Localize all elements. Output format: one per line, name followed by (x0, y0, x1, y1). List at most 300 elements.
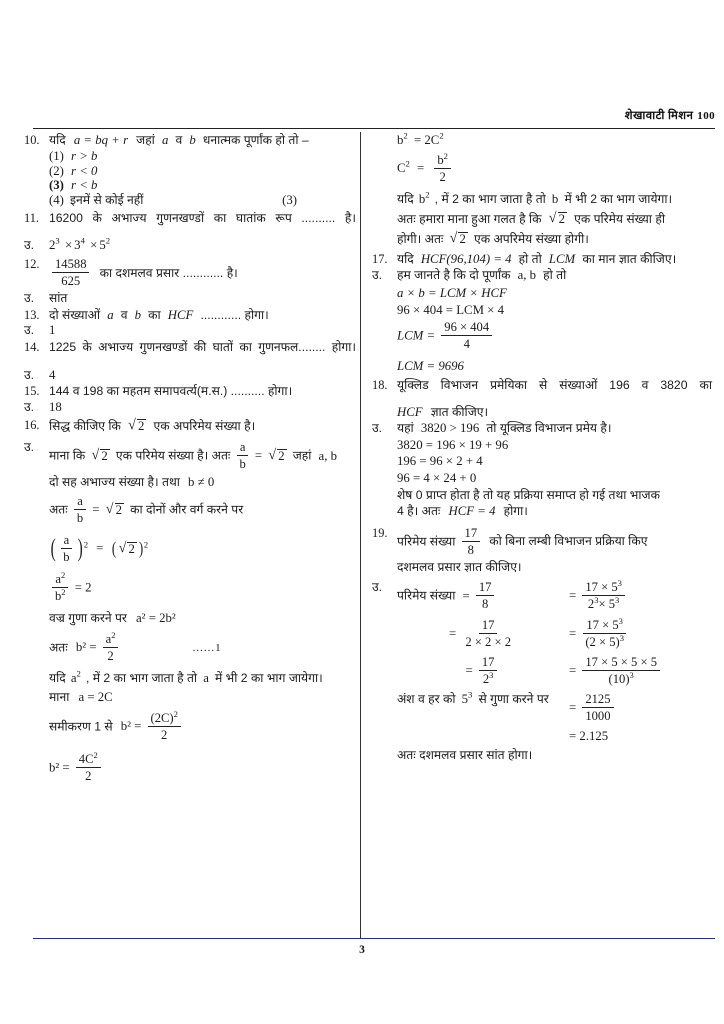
q12-answer: सांत (49, 291, 68, 306)
q11-answer: $2^3 \times 3^4 \times 5^2$ (49, 236, 111, 253)
q16cont-l4 (397, 212, 712, 226)
q19-r3-d-exp: 3 (629, 669, 634, 680)
q15-answer: 18 (49, 399, 62, 414)
q16cont-line-4 (397, 212, 712, 226)
q15-text: 144 व 198 का महतम समापवर्त्य(म.स.) .......... होगा। (49, 384, 293, 399)
q12-answer-label: उ. (24, 291, 35, 306)
q13-text-b: व (120, 307, 128, 322)
q16cont-l1-lhs: b (397, 133, 404, 147)
q19-answer-label: उ. (372, 580, 383, 595)
q19-frac-n: 17 (462, 526, 481, 542)
q16-radicand: 2 (138, 418, 145, 433)
question-16 (24, 419, 356, 433)
q16-p10-lhs: b² = (120, 718, 142, 733)
q17-text-c: का मान ज्ञात कीजिए। (582, 252, 677, 267)
q19-conclusion: अतः दशमलव प्रसार सांत होगा। (397, 747, 533, 762)
q16-p2-text: दो सह अभाज्य संख्या है। तथा (49, 474, 180, 489)
q16-p3b: का दोनों और वर्ग करने पर (130, 502, 244, 517)
q19-step4-right (569, 693, 712, 724)
q13-answer-label: उ. (24, 323, 35, 338)
q15-answer-row (24, 401, 356, 414)
q11-exp-3: 2 (105, 236, 111, 247)
right-column (372, 130, 712, 764)
q16cont-line-1 (397, 130, 712, 147)
left-column (24, 134, 356, 787)
q19-step-row-2 (372, 615, 712, 650)
q19-r1-d2-base: × 5 (598, 597, 616, 612)
q19-r2-d (582, 634, 627, 649)
q16-p4-radicand: 2 (128, 542, 135, 557)
q16-p1c: जहां (292, 448, 312, 463)
q10-option-2-text: r < 0 (71, 163, 98, 178)
q19-step5 (397, 730, 712, 743)
q10-option-1-marker: (1) (49, 148, 64, 163)
question-17 (372, 253, 712, 266)
q16-p8-var (70, 668, 81, 685)
q11-answer-label: उ. (24, 238, 35, 253)
q19-r4-d: 1000 (585, 709, 611, 723)
q16-proof-line-4 (49, 534, 356, 565)
q17-answer-row (372, 269, 712, 282)
q16-p8b: , में 2 का भाग जाता है तो (85, 670, 198, 685)
q19-mult-note-a: अंश व हर को (397, 691, 456, 706)
q16-proof-line-5 (49, 569, 356, 604)
q16cont-l4b: एक परिमेय संख्या ही (574, 211, 665, 226)
q19-s1-label: परिमेय संख्या (397, 588, 456, 603)
q16-p5-rhs: = 2 (74, 580, 92, 595)
q16cont-line-5 (397, 232, 712, 246)
q16-proof-line-1 (24, 441, 356, 472)
q18-text2: ज्ञात कीजिए। (430, 404, 489, 419)
q18-answer-label: उ. (372, 420, 383, 435)
q17-l4-body (397, 321, 712, 352)
q16-p11-frac-n (76, 749, 101, 768)
q19-s3-d-exp: 3 (489, 669, 494, 680)
q17-line-5: LCM = 9696 (397, 358, 464, 373)
q16-proof-body (49, 441, 356, 472)
q19-r4-eq: = (569, 700, 577, 715)
q16cont-l4-radicand: 2 (558, 211, 565, 226)
q16-p8a: यदि (49, 670, 66, 685)
q19-s1-d: 8 (481, 597, 489, 612)
q16-p11-frac-d: 2 (85, 768, 92, 783)
q18-line-4: 96 = 4 × 24 + 0 (397, 471, 477, 486)
q19-s1-eq: = (462, 588, 470, 603)
q16-p1-sqrt-icon (91, 449, 109, 463)
q16-p4-exp-right: 2 (143, 538, 149, 549)
q16-p8-body (49, 668, 356, 685)
q17-body (397, 253, 712, 266)
q13-answer: 1 (49, 323, 56, 338)
q19-r1-d (585, 596, 622, 611)
q19-mult-note-b: से गुणा करने पर (478, 691, 549, 706)
question-14 (24, 341, 356, 365)
q17-l4-frac-d: 4 (463, 336, 470, 351)
q16-p7a: अतः (49, 640, 68, 655)
q19-text-b: को बिना लम्बी विभाजन प्रक्रिया किए (489, 534, 648, 549)
q12-answer-row (24, 292, 356, 304)
q16-proof-line-3 (49, 495, 356, 526)
q16cont-l3e: में भी 2 का भाग जायेगा। (564, 191, 673, 206)
q18-hcf: HCF (397, 404, 423, 419)
q16-p1-ab: a, b (318, 448, 337, 463)
q16-p4-group: ( $\frac{a}{b}$ ) (50, 532, 83, 564)
q16-p1b: एक परिमेय संख्या है। अतः (115, 448, 231, 463)
q17-text-a: यदि (397, 252, 414, 267)
q16-p5-fraction (52, 569, 69, 603)
q16-p3-sqrt-icon (106, 503, 124, 517)
q18-l1b: तो यूक्लिड विभाजन प्रमेय है। (486, 420, 612, 435)
q16cont-l3-var (418, 189, 430, 206)
q16-p8-var-base: a (70, 670, 77, 685)
q16cont-l2-fraction (434, 150, 451, 184)
q17-l1-ab: a, b (517, 268, 537, 283)
q16-p3-body: अतः $\frac{a}{b}$ = √ 2 का दोनों और वर्ग करने पर (49, 495, 356, 526)
q11-base-3: 5 (99, 238, 106, 253)
q19-step3 (397, 656, 712, 687)
q16cont-l2-eq: = (417, 161, 425, 176)
q19-r1-d-exp: 3 (594, 595, 599, 606)
q16-p5-n-exp: 2 (60, 569, 66, 580)
q19-r3-eq: = (569, 663, 577, 678)
q16-p3-fraction (74, 494, 86, 525)
q16-p3-radicand: 2 (115, 502, 122, 517)
q17-line-2: a × b = LCM × HCF (397, 285, 507, 300)
q15-number: 15. (24, 384, 40, 399)
q19-text-a: परिमेय संख्या (397, 534, 456, 549)
q16-p11-n-base: 4C (78, 751, 94, 766)
q16-p11-lhs: b² = (49, 760, 70, 775)
q16cont-l2-lhs-exp: 2 (405, 158, 410, 169)
q10-option-2-marker: (2) (49, 163, 64, 178)
q16-p10-fraction (148, 708, 181, 742)
column-divider (360, 132, 361, 938)
q19-s3-d-base: 2 (482, 671, 490, 686)
q16-p7-body (49, 629, 356, 664)
page-header (33, 108, 715, 123)
q18-l1a: यहां (397, 420, 414, 435)
q18-l1-ineq: 3820 > 196 (420, 420, 480, 435)
q19-step-row-1 (372, 578, 712, 612)
q16-p5-n-base: a (55, 571, 61, 586)
q19-conclusion-row (372, 749, 712, 761)
q19-s2-fraction (462, 618, 514, 649)
q10-option-3-marker: (3) (49, 178, 64, 193)
q17-l1 (397, 269, 712, 282)
q19-step5-left (397, 730, 569, 743)
q19-r1-n (582, 580, 625, 596)
q10-option-3 (49, 179, 356, 192)
q19-r3-fraction (582, 655, 660, 686)
q16-p5-body (49, 569, 356, 604)
q14-text: 1225 के अभाज्य गुणनखण्डों की घातों का गुणनफल........ होगा। (49, 340, 356, 355)
q16cont-l1-rhs: = 2C (413, 133, 440, 147)
q19-mult-note (397, 689, 569, 724)
question-18 (372, 379, 712, 403)
question-12 (24, 258, 356, 289)
q19-r3-d (606, 671, 637, 686)
q10-text-c: व (175, 133, 183, 147)
q10-option-3-text: r < b (71, 178, 98, 193)
q16-p11-body (49, 749, 356, 784)
q18-text2-body (397, 406, 712, 419)
q13-var-a: a (107, 307, 114, 322)
q16-p10-body (49, 708, 356, 743)
q19-step3-left (397, 656, 569, 687)
q19-r1-d2-exp: 3 (615, 595, 620, 606)
q10-answer-key: (3) (282, 193, 298, 208)
q10-option-4 (49, 194, 356, 207)
q18-l6a: 4 है। अतः (397, 504, 441, 519)
q19-step-row-3 (372, 656, 712, 687)
q19-r2-n-base: 17 × 5 (586, 617, 619, 632)
question-15 (24, 385, 356, 397)
q16-answer-label: उ. (24, 440, 35, 455)
q19-step4 (397, 689, 712, 724)
q10-var-a: a (161, 133, 169, 147)
q16-p10-n-exp: 2 (173, 708, 178, 719)
q10-option-1-text: r > b (71, 148, 98, 163)
q16cont-l1-rhs-exp: 2 (439, 130, 444, 141)
q19-fraction (462, 526, 481, 557)
q16cont-l3a: यदि (397, 191, 414, 206)
question-19 (372, 527, 712, 558)
q13-text-d: ............ होगा। (200, 307, 269, 322)
q16-proof-line-2 (49, 476, 356, 489)
q16-p6-body (49, 612, 356, 625)
q19-s3-n: 17 (479, 655, 498, 671)
q19-step-row-4 (372, 689, 712, 724)
header-title: शेखावाटी मिशन (624, 110, 694, 122)
q17-hcf-expr: HCF(96,104) = 4 (420, 252, 512, 267)
q16-p5-frac-n (52, 569, 68, 588)
q16-p9a: माना (49, 689, 70, 704)
q16-p6a: वज्र गुणा करने पर (49, 610, 127, 625)
q13-number: 13. (24, 307, 40, 322)
q16-proof-line-6 (49, 612, 356, 625)
q19-r2-d-exp: 3 (619, 632, 624, 643)
q16-p4-exp-left: 2 (83, 538, 89, 549)
q16-p7-n-base: a (105, 631, 112, 646)
page-number: 3 (359, 944, 365, 956)
q11-base-1: 2 (49, 238, 56, 253)
q16cont-l5 (397, 232, 712, 246)
q16cont-l2-frac-n (434, 150, 451, 169)
q15-answer-label: उ. (24, 399, 35, 414)
q18-answer-row (372, 422, 712, 435)
question-13 (24, 309, 356, 322)
q19-frac-d: 8 (467, 543, 474, 558)
q19-r2-n (583, 615, 626, 634)
q18-line-5: शेष 0 प्राप्त होता है तो यह प्रक्रिया समाप्त हो गई तथा भाजक (397, 487, 660, 502)
q16cont-l3c: , में 2 का भाग जाता है तो (434, 191, 546, 206)
q19-s2-n: 17 (479, 618, 498, 634)
q16-p6-eq: a² = 2b² (136, 610, 176, 625)
question-10 (24, 134, 356, 147)
q10-equation: a = bq + r (73, 133, 129, 147)
q19-mult-exp: 3 (468, 689, 473, 700)
q13-text-a: दो संख्याओं (49, 307, 101, 322)
q16-p11-n-exp: 2 (93, 749, 98, 760)
q12-fraction (52, 257, 89, 288)
q16cont-l3-var-base: b (418, 191, 426, 206)
q16-p9-body (49, 691, 356, 704)
q13-body (49, 309, 356, 322)
q16-p7-ref: ......1 (192, 642, 222, 655)
q16-p1-frac-n: a (237, 440, 249, 456)
q19-r2-eq: = (569, 625, 577, 640)
q14-number: 14. (24, 340, 40, 355)
q16cont-line-2 (397, 150, 712, 185)
q19-r3-n: 17 × 5 × 5 × 5 (582, 655, 660, 671)
q19-step-row-5 (372, 730, 712, 743)
q18-text2-row (397, 406, 712, 419)
q19-r1-eq: = (569, 588, 577, 603)
q16-proof-line-9 (49, 691, 356, 704)
q16cont-l2-n-base: b (437, 152, 444, 167)
q19-r1-n-base: 17 × 5 (585, 580, 618, 595)
q18-text: यूक्लिड विभाजन प्रमेयिका से संख्याओं 196 व 3820 का (397, 377, 712, 392)
q16-text-b: एक अपरिमेय संख्या है। (153, 418, 256, 433)
q19-mult-note-pow (461, 689, 473, 706)
q12-text: का दशमलव प्रसार ............ है। (99, 265, 238, 280)
q16cont-l5a: होगी। अतः (397, 231, 444, 246)
q10-text-b: जहां (136, 133, 155, 147)
q16-p5-d-exp: 2 (61, 586, 66, 597)
q16cont-l3d: b (551, 191, 559, 206)
q16-p8c: a (203, 670, 209, 685)
q19-s2-d: 2 × 2 × 2 (465, 634, 512, 649)
q18-l6-body (397, 505, 712, 518)
q10-text-a: यदि (49, 133, 66, 147)
q16-p1a: माना कि (49, 448, 86, 463)
q10-var-b: b (189, 133, 196, 147)
q19-step2 (397, 615, 712, 650)
q16-p4-fraction (60, 533, 72, 564)
q19-r1-d-base: 2 (587, 597, 595, 612)
q13-text-c: का (148, 307, 161, 322)
q16-p4-frac-n: a (61, 533, 73, 549)
q19-r3-d-base: (10) (608, 671, 630, 686)
q16-proof-line-11 (49, 749, 356, 784)
q16cont-l3-var-exp: 2 (425, 189, 430, 200)
q17-l4-frac-n: 96 × 404 (441, 320, 492, 336)
q16-p1-radicand: 2 (101, 448, 108, 463)
q16-p9-eq: a = 2C (78, 689, 113, 704)
q17-lcm: LCM (548, 252, 576, 267)
q17-line-3: 96 × 404 = LCM × 4 (397, 302, 504, 317)
q16cont-line-3 (397, 189, 712, 206)
q16cont-l2-lhs: C (397, 161, 406, 176)
q10-option-4-text: इनमें से कोई नहीं (70, 193, 144, 208)
q12-number: 12. (24, 257, 40, 272)
q14-answer: 4 (49, 367, 56, 382)
q18-line-2: 3820 = 196 × 19 + 96 (397, 437, 509, 452)
q10-text-d: धनात्मक पूर्णांक हो तो – (202, 133, 309, 147)
q16-p1-sqrt2-icon (268, 449, 286, 463)
q18-line-6 (397, 505, 712, 518)
q16cont-l4a: अतः हमारा माना हुआ गलत है कि (397, 211, 542, 226)
q16-p8-var-exp: 2 (76, 668, 81, 679)
q14-answer-row (24, 369, 356, 382)
q16-p10a: समीकरण 1 से (49, 718, 113, 733)
q16-p8d: में भी 2 का भाग जायेगा। (215, 670, 323, 685)
q16-p7-frac-n (103, 629, 119, 648)
q13-answer-row (24, 324, 356, 337)
q16-p7-lhs: b² = (75, 640, 97, 655)
q16cont-l2-n-exp: 2 (443, 150, 448, 161)
q19-step1-left (397, 581, 569, 612)
q17-line-4 (397, 321, 712, 352)
q19-r1-fraction (582, 580, 625, 611)
q19-r2-d-base: (2 × 5) (585, 634, 620, 649)
q16cont-l2-lhs-wrap (397, 158, 410, 176)
q19-text-c-row (397, 561, 712, 573)
q16cont-l5-sqrt-icon (449, 232, 467, 246)
q16-p5-d-base: b (55, 588, 62, 603)
q16-p7-n-exp: 2 (111, 629, 116, 640)
q17-l1b: हो तो (543, 268, 567, 283)
q18-l1 (397, 422, 712, 435)
q19-s3-eq: = (465, 663, 473, 678)
q19-text-c: दशमलव प्रसार ज्ञात कीजिए। (397, 560, 522, 575)
q14-answer-label: उ. (24, 367, 35, 382)
q19-step1-right (569, 578, 712, 612)
q19-s2-eq: = (448, 625, 457, 640)
q17-l1a: हम जानते है कि दो पूर्णांक (397, 268, 511, 283)
q16-p11-fraction (76, 749, 101, 783)
q19-mult-base: 5 (461, 691, 469, 706)
q16-p10-n-base: (2C) (150, 710, 174, 725)
q16cont-l5b: एक अपरिमेय संख्या होगी। (474, 231, 589, 246)
q16-proof-line-10 (49, 708, 356, 743)
q16-p7-frac-d: 2 (107, 648, 114, 663)
q19-r4-fraction (582, 692, 613, 723)
q16cont-l2 (397, 150, 712, 185)
q16-p1-radicand2: 2 (278, 448, 285, 463)
q17-l4-fraction (441, 320, 492, 351)
q18-l6-eq: HCF = 4 (448, 504, 496, 519)
q16-p5-frac-d (52, 588, 69, 603)
q18-l6b: होगा। (503, 504, 528, 519)
q16-p2-cond: b ≠ 0 (188, 474, 215, 489)
q19-step2-right (569, 615, 712, 650)
q19-step3-right (569, 656, 712, 687)
q19-s3-fraction (479, 655, 498, 686)
q11-answer-row (24, 236, 356, 253)
q19-step1 (397, 578, 712, 612)
q16-p1-frac-d: b (239, 457, 246, 472)
q16cont-l3 (397, 189, 712, 206)
q12-frac-denominator: 625 (61, 274, 81, 289)
q16cont-l4-sqrt-icon (549, 212, 567, 226)
q16-p3-frac-d: b (76, 511, 84, 526)
header-rule (33, 128, 715, 129)
q12-body (49, 258, 356, 289)
q16cont-l1-lhs-exp: 2 (403, 130, 408, 141)
q11-text: 16200 के अभाज्य गुणनखण्डों का घातांक रूप .......... है। (49, 210, 356, 225)
q19-final-value: = 2.125 (569, 729, 609, 744)
q19-s1-n: 17 (476, 580, 495, 596)
q16-p7-fraction (103, 629, 119, 663)
q19-r2-fraction (582, 615, 627, 649)
q19-number: 19. (372, 525, 388, 540)
q17-answer-label: उ. (372, 268, 383, 283)
q16-p4-body: ( $\frac{a}{b}$ ) $^2$ = ( √ 2 ) $^2$ (49, 534, 356, 565)
q18-line-3: 196 = 96 × 2 + 4 (397, 454, 483, 469)
q16-p10-frac-d: 2 (161, 727, 168, 742)
q16-p4-sqrt-icon (118, 542, 136, 556)
